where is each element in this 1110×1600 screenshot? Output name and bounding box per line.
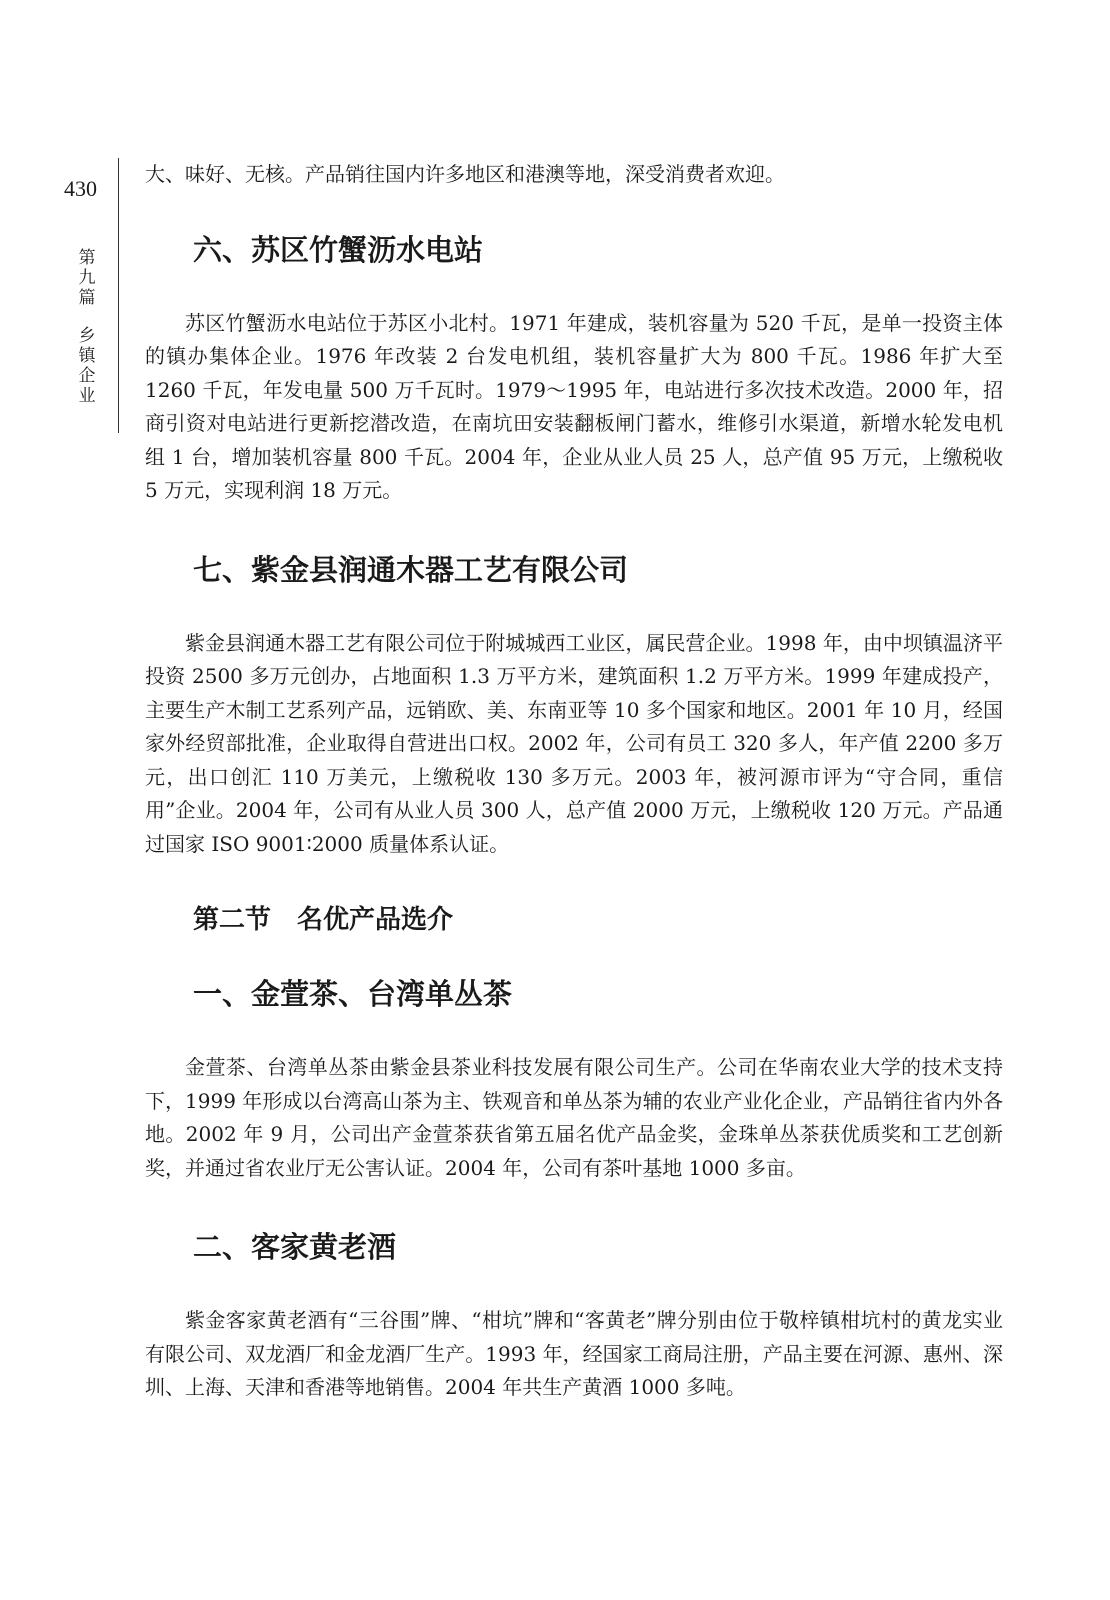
margin-rule	[118, 158, 119, 433]
item-2-paragraph: 紫金客家黄老酒有“三谷围”牌、“柑坑”牌和“客黄老”牌分别由位于敬梓镇柑坑村的黄龙实业有限公司、双龙酒厂和金龙酒厂生产。1993 年，经国家工商局注册，产品主要在河源、惠州、深圳、上海、天津和香港等地销售。2004 年共生产黄酒 1000 多吨。	[145, 1308, 1003, 1399]
section-7-paragraph: 紫金县润通木器工艺有限公司位于附城城西工业区，属民营企业。1998 年，由中坝镇温济平投资 2500 多万元创办，占地面积 1.3 万平方米，建筑面积 1.2 万平方米。1999 年建成投产，主要生产木制工艺系列产品，远销欧、美、东南亚等 10 多个国家和地区。2001 年 10 月，经国家外经贸部批准，企业取得自营进出口权。2002 年，公司有员工 320 多人，年产值 2200 多万元，出口创汇 110 万美元，上缴税收 130 多万元。2003 年，被河源市评为“守合同，重信用”企业。2004 年，公司有从业人员 300 人，总产值 2000 万元，上缴税收 120 万元。产品通过国家 ISO 9001∶2000 质量体系认证。	[145, 630, 1003, 856]
running-header-vertical	[76, 248, 98, 406]
item-1-paragraph: 金萱茶、台湾单丛茶由紫金县茶业科技发展有限公司生产。公司在华南农业大学的技术支持下，1999 年形成以台湾高山茶为主、铁观音和单丛茶为辅的农业产业化企业，产品销往省内外各地。2002 年 9 月，公司出产金萱茶获省第五届名优产品金奖，金珠单丛茶获优质奖和工艺创新奖，并通过省农业厅无公害认证。2004 年，公司有茶叶基地 1000 多亩。	[145, 1055, 1003, 1180]
section-6-heading: 六、苏区竹蟹沥水电站	[193, 232, 484, 267]
side-label-char: 乡	[78, 326, 96, 346]
side-label-char: 企	[78, 366, 96, 386]
page-number: 430	[64, 176, 97, 201]
side-label-char: 篇	[78, 288, 96, 308]
side-label-gap	[76, 308, 98, 326]
side-label-char: 九	[78, 268, 96, 288]
section-6-paragraph: 苏区竹蟹沥水电站位于苏区小北村。1971 年建成，装机容量为 520 千瓦，是单一投资主体的镇办集体企业。1976 年改装 2 台发电机组，装机容量扩大为 800 千瓦。1986 年扩大至 1260 千瓦，年发电量 500 万千瓦时。1979～1995 年，电站进行多次技术改造。2000 年，招商引资对电站进行更新挖潜改造，在南坑田安装翻板闸门蓄水，维修引水渠道，新增水轮发电机组 1 台，增加装机容量 800 千瓦。2004 年，企业从业人员 25 人，总产值 95 万元，上缴税收 5 万元，实现利润 18 万元。	[145, 310, 1003, 502]
continued-paragraph: 大、味好、无核。产品销往国内许多地区和港澳等地，深受消费者欢迎。	[145, 162, 785, 186]
section-7-heading: 七、紫金县润通木器工艺有限公司	[193, 552, 629, 587]
side-label-char: 业	[78, 386, 96, 406]
chapter-section-heading: 第二节 名优产品选介	[193, 905, 454, 935]
side-label-char: 第	[78, 248, 96, 268]
item-2-heading: 二、客家黄老酒	[193, 1230, 397, 1264]
page-body	[145, 158, 1003, 1405]
side-label-char: 镇	[78, 346, 96, 366]
item-1-heading: 一、金萱茶、台湾单丛茶	[193, 977, 513, 1011]
